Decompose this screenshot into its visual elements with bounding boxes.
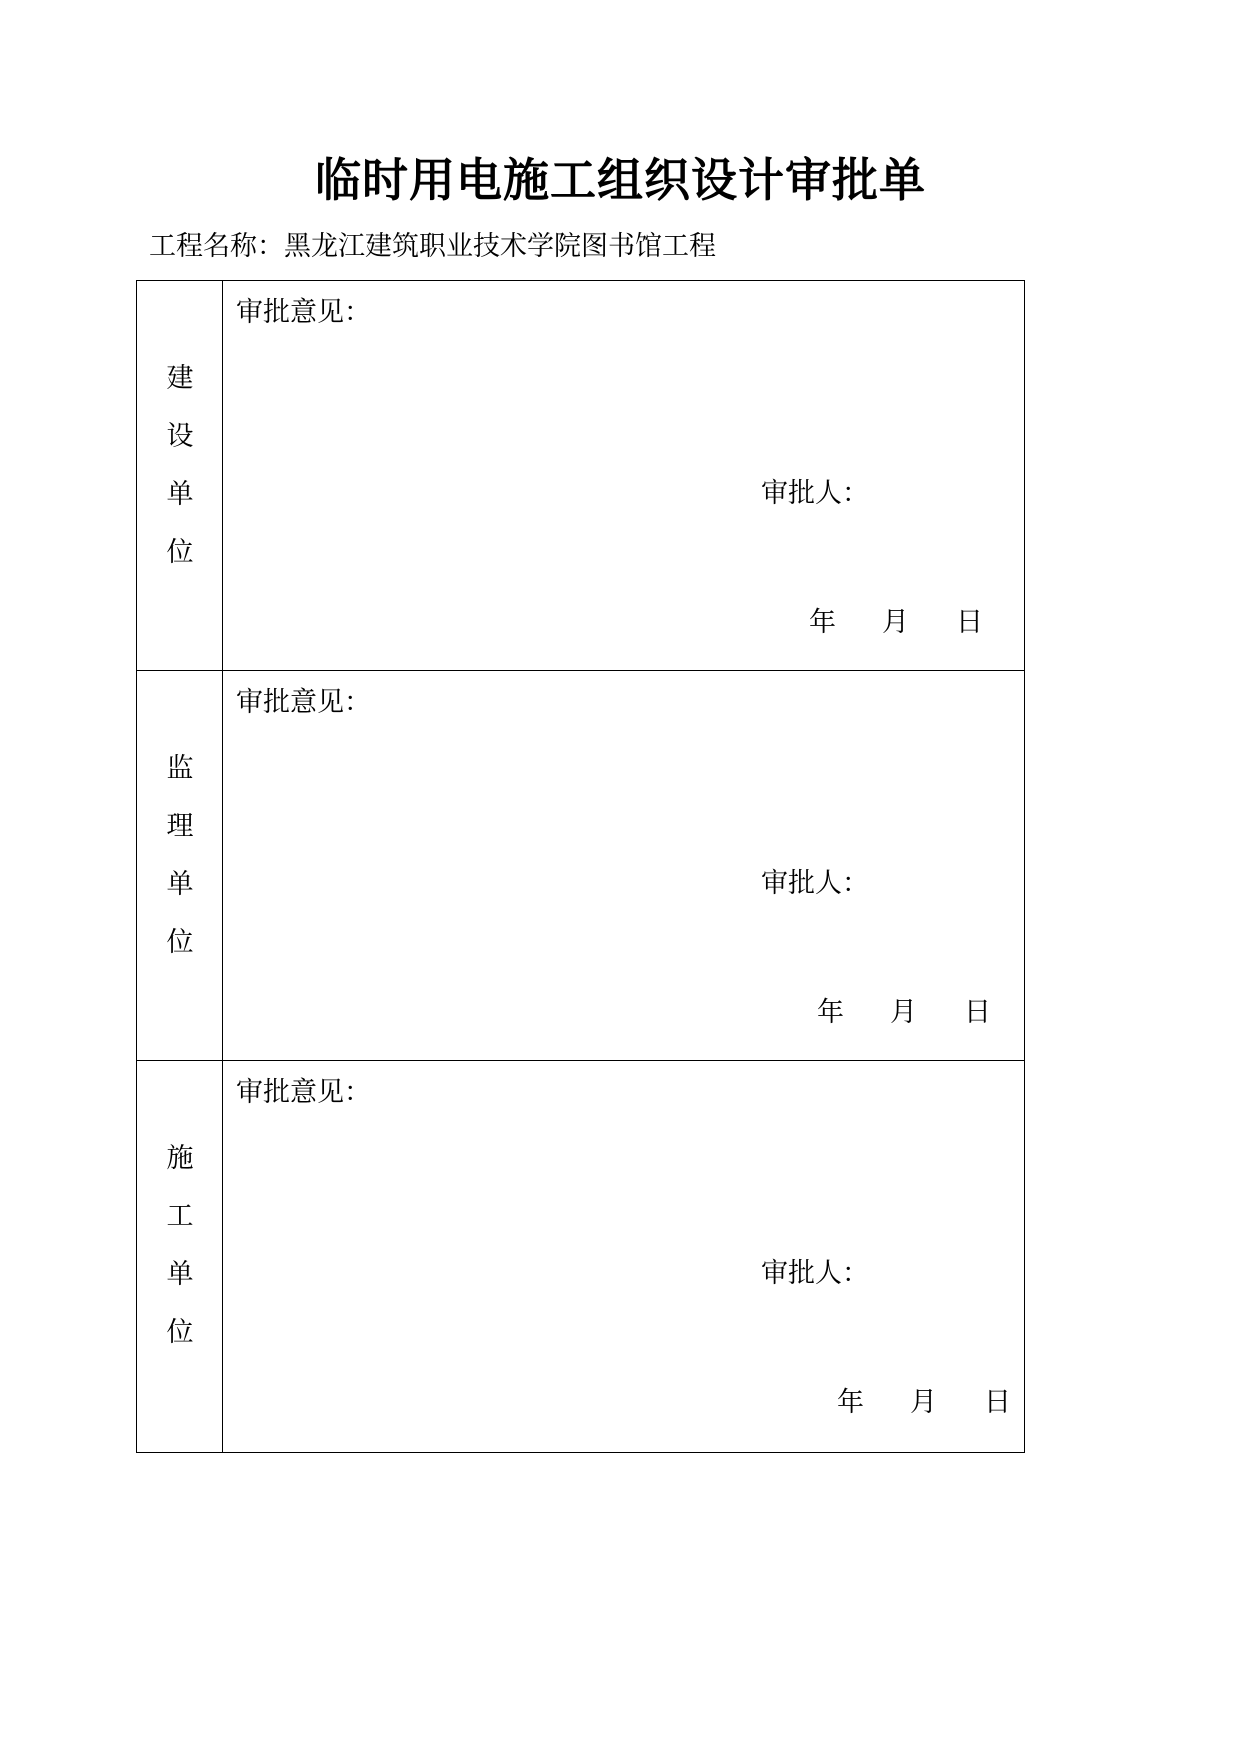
date-day: 日 <box>984 1387 1011 1418</box>
unit-label-char: 理 <box>166 811 194 842</box>
date-year: 年 <box>837 1387 864 1418</box>
unit-label-char: 建 <box>166 363 194 394</box>
approver-label: 审批人： <box>761 868 869 899</box>
date-day: 日 <box>964 997 991 1028</box>
date-month: 月 <box>882 607 909 638</box>
unit-label-cell <box>137 1061 223 1452</box>
unit-label-char: 位 <box>166 1317 194 1348</box>
unit-label-char: 位 <box>166 537 194 568</box>
supervision-section <box>137 671 1024 1061</box>
approval-table <box>136 280 1025 1453</box>
unit-label-char: 工 <box>166 1201 194 1232</box>
date-day: 日 <box>956 607 983 638</box>
approval-opinion-label: 审批意见： <box>236 297 371 328</box>
unit-label-char: 施 <box>166 1143 194 1174</box>
unit-label-cell <box>137 671 223 1060</box>
approval-opinion-label: 审批意见： <box>236 687 371 718</box>
unit-label-char: 单 <box>166 869 194 900</box>
date-month: 月 <box>890 997 917 1028</box>
approver-label: 审批人： <box>761 478 869 509</box>
unit-label-char: 单 <box>166 479 194 510</box>
date-month: 月 <box>910 1387 937 1418</box>
date-year: 年 <box>809 607 836 638</box>
date-year: 年 <box>817 997 844 1028</box>
unit-label-cell <box>137 281 223 670</box>
document-title: 临时用电施工组织设计审批单 <box>315 153 926 207</box>
project-name-line: 工程名称：黑龙江建筑职业技术学院图书馆工程 <box>149 231 716 262</box>
unit-label-char: 单 <box>166 1259 194 1290</box>
unit-label-char: 监 <box>166 753 194 784</box>
construction-owner-section <box>137 281 1024 671</box>
approver-label: 审批人： <box>761 1258 869 1289</box>
unit-label-char: 设 <box>166 421 194 452</box>
contractor-section <box>137 1061 1024 1452</box>
unit-label-char: 位 <box>166 927 194 958</box>
approval-opinion-label: 审批意见： <box>236 1077 371 1108</box>
